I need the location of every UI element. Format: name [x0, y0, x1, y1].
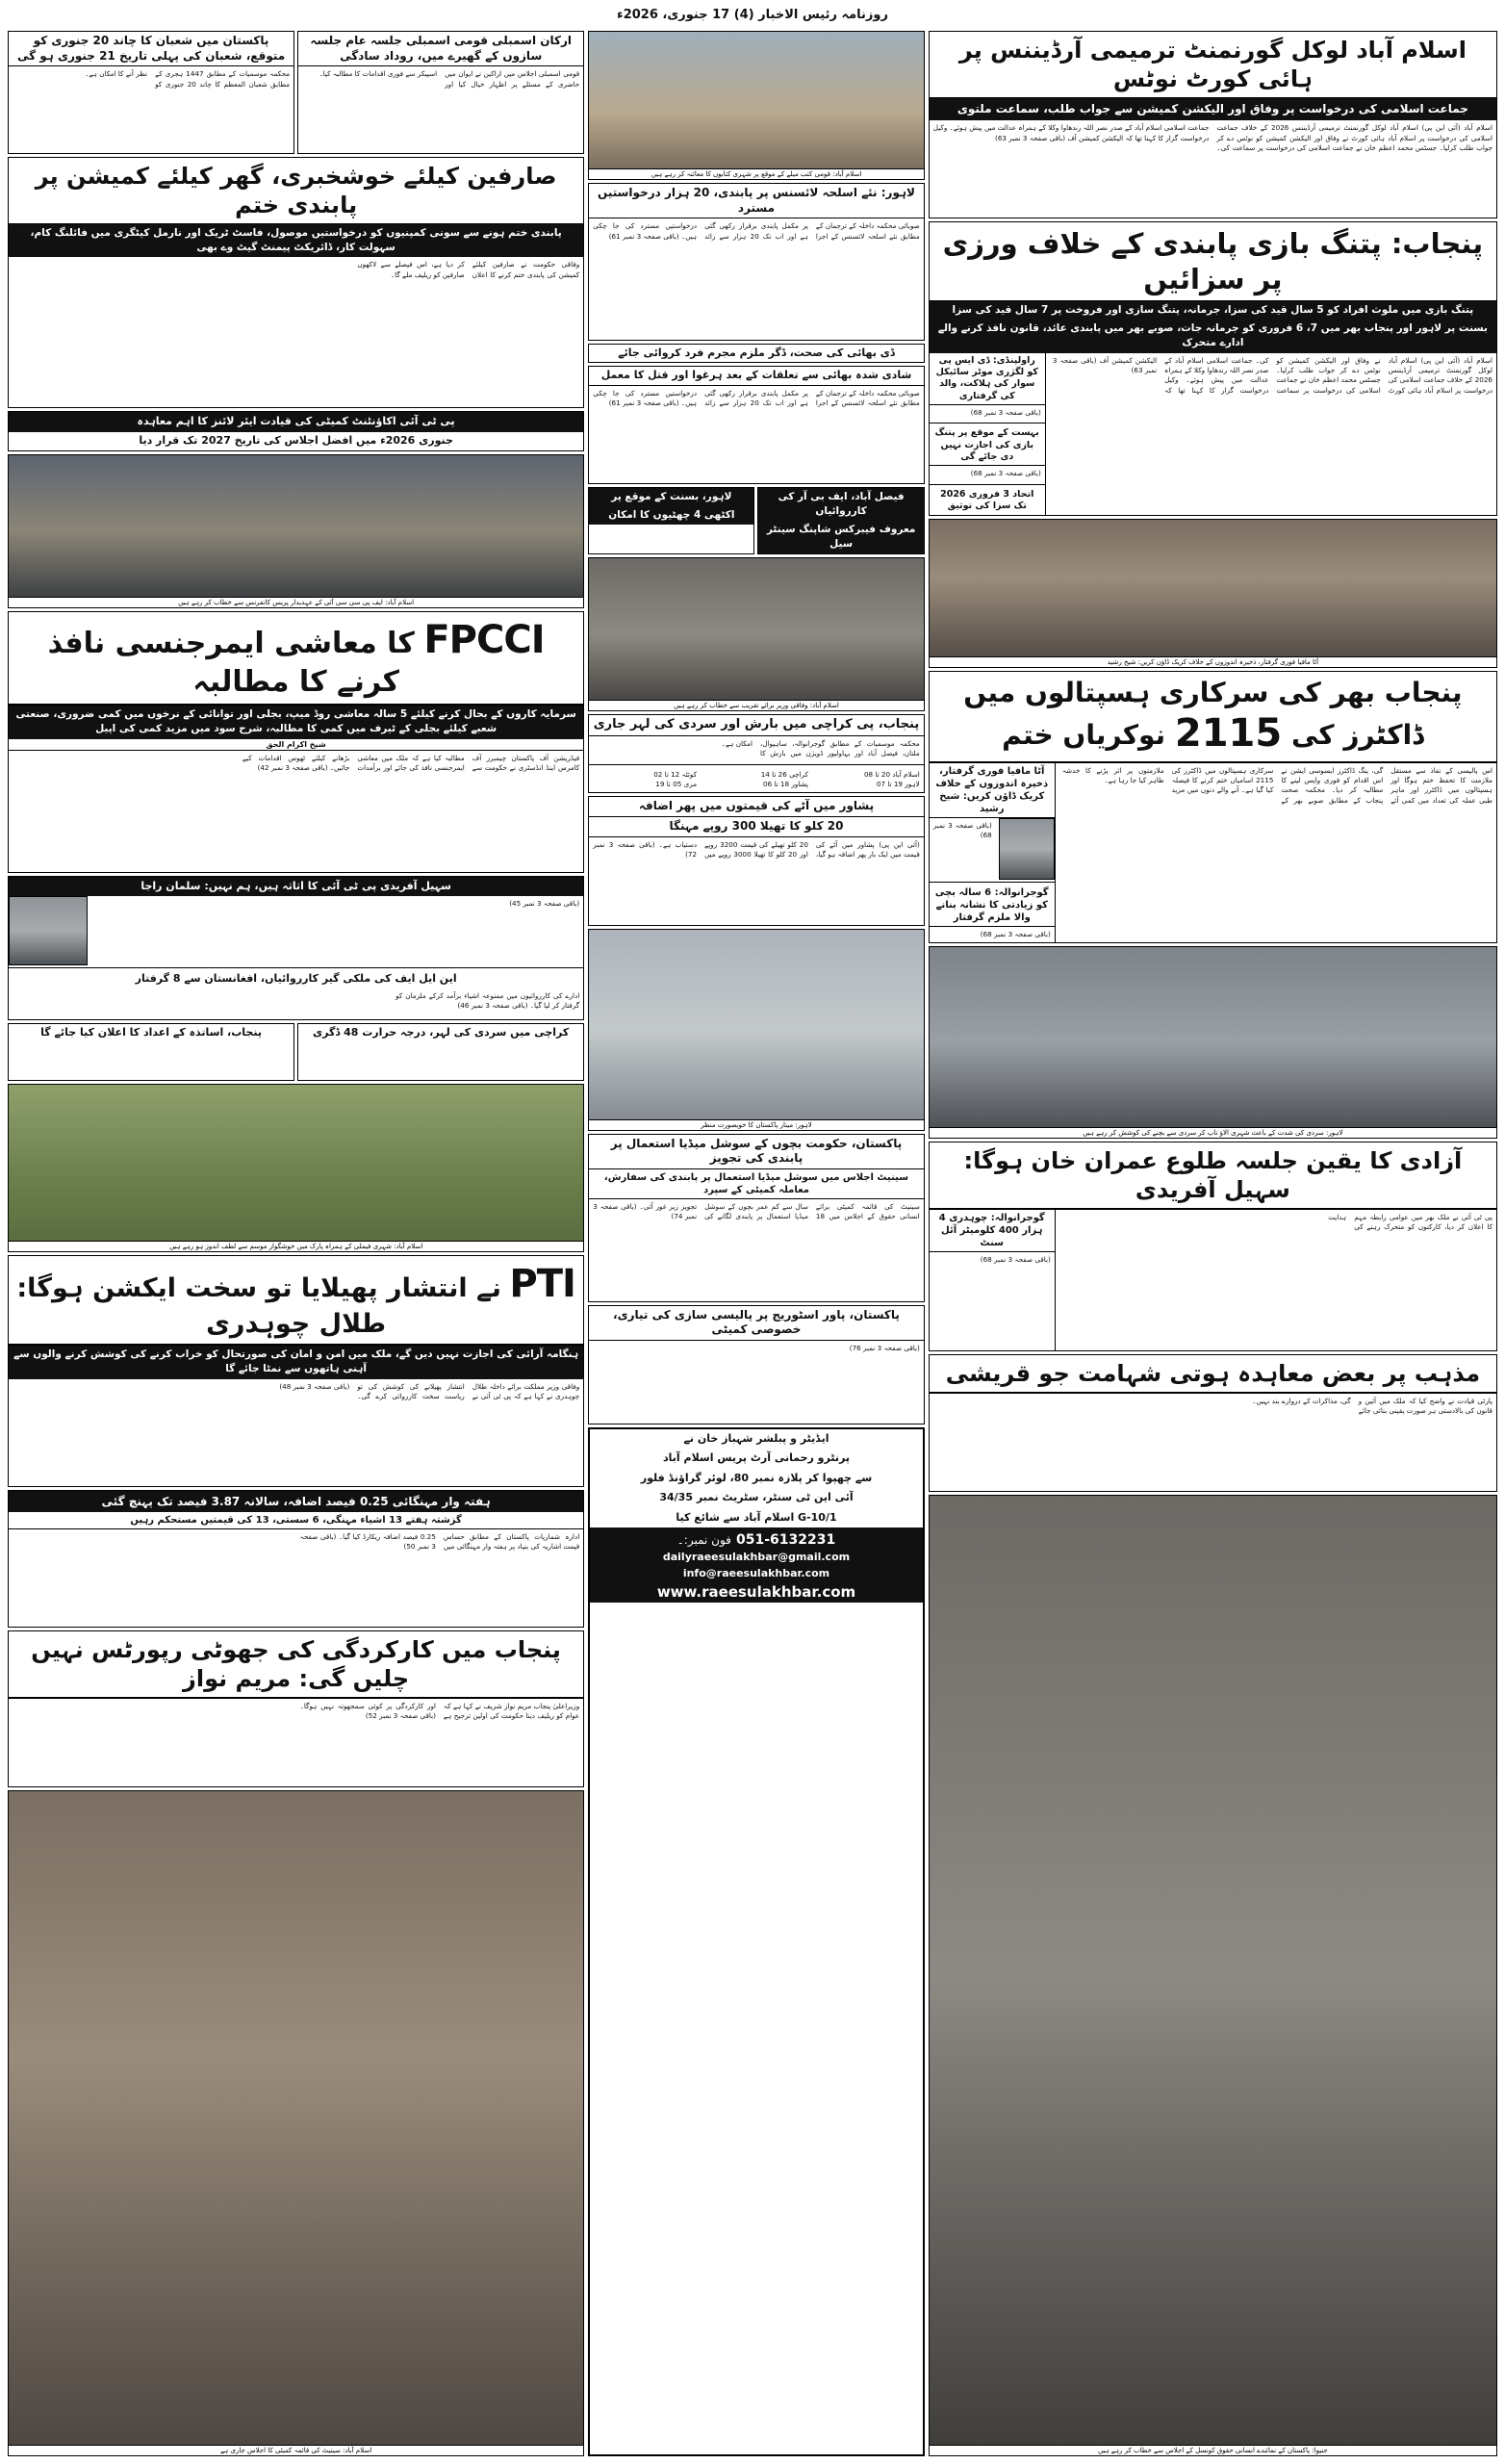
story-arms-license-headline: لاہور: نئے اسلحہ لائسنس پر پابندی، 20 ہزار درخواستیں مسترد [589, 184, 924, 218]
sidebar-hospital-stories [930, 763, 1056, 942]
story-punjab-teachers [8, 1023, 294, 1081]
story-assembly [297, 31, 584, 154]
story-flour-body: (آئی این پی) پشاور میں آٹے کی قیمت میں ایک بار پھر اضافہ ہو گیا، 20 کلو تھیلے کی قیمت 3200 روپے اور 20 کلو کا تھیلا 3000 روپے میں دستیاب ہے۔ (باقی صفحہ 3 نمبر 72) [593, 839, 920, 860]
story-faisalabad-subhead: معروف فیبرکس شاپنگ سینٹر سیل [758, 521, 923, 553]
story-fpcci-headline [9, 612, 583, 706]
story-punjab-headline: پنجاب میں کارکردگی کی جھوٹی رپورٹس نہیں چلیں گی: مریم نواز [9, 1631, 583, 1699]
story-power-storage-body: (باقی صفحہ 3 نمبر 76) [849, 1343, 920, 1352]
story-kite-ban [929, 221, 1497, 515]
story-inflation [8, 1490, 584, 1628]
imprint-address-3: G-10/1 اسلام آباد سے شائع کیا [676, 1510, 837, 1524]
sidebar-story-2-body: (باقی صفحہ 3 نمبر 68) [970, 469, 1041, 478]
story-inflation-headline: ہفتہ وار مہنگائی 0.25 فیصد اضافہ، سالانہ 3.87 فیصد تک پہنچ گئی [9, 1491, 583, 1512]
story-lg-ordinance [929, 31, 1497, 218]
photo-minar-caption: لاہور: مینار پاکستان کا خوبصورت منظر [589, 1119, 924, 1130]
story-weather [588, 714, 925, 794]
story-lg-ordinance-headline: اسلام آباد لوکل گورنمنٹ ترمیمی آرڈیننس پر ہائی کورٹ نوٹس [930, 32, 1496, 98]
right-macro-column [8, 31, 584, 2456]
fpcci-headline-text: کا معاشی ایمرجنسی نافذ کرنے کا مطالبہ [47, 626, 415, 699]
story-karachi-cold [297, 1023, 584, 1081]
story-lg-ordinance-body: اسلام آباد (آئی این پی) اسلام آباد لوکل گورنمنٹ ترمیمی آرڈیننس 2026 کے خلاف جماعت اسلامی کی درخواست پر اسلام آباد ہائی کورٹ نے وفاق اور الیکشن کمیشن کو نوٹس دے کر جواب طلب کرلیا۔ جسٹس محمد اعظم خان نے جماعت اسلامی کی درخواست پر سماعت کی۔ جماعت اسلامی اسلام آباد کے صدر نصر اللہ رندھاوا وکلا کے ہمراہ عدالت میں پیش ہوئے۔ وکیل درخواست گزار کا کہنا تھا کہ الیکشن کمیشن آف (باقی صفحہ 3 نمبر 63) [932, 123, 1492, 153]
sidebar-atta-headline: آٹا مافیا فوری گرفتار، ذخیرہ اندوزوں کے خلاف کریک ڈاؤن کریں: شیخ رشید [930, 763, 1055, 818]
temp-row: لاہور 19 تا 07 [876, 779, 920, 788]
story-hospital-body: اس پالیسی کے نفاذ سے مستقل ملازمت کا تحفظ ختم ہوگا اور ہسپتالوں میں ڈاکٹرز اور ماہر طبی عملہ کی تعداد میں کمی آئے گی، ینگ ڈاکٹرز ایسوسی ایشن نے اس اقدام کو فوری واپس لینے کا مطالبہ کر دیا۔ محکمہ صحت پنجاب کے مطابق صوبے بھر کے سرکاری ہسپتالوں میں ڈاکٹرز کی 2115 اسامیاں ختم کرنے کا فیصلہ کیا گیا ہے۔ آنے والے دنوں میں مزید ملازمتوں پر اثر پڑنے کا خدشہ ظاہر کیا جا رہا ہے۔ [1061, 765, 1492, 805]
photo-committee-meeting [8, 1790, 584, 2456]
story-flour-price [588, 796, 925, 925]
hospital-headline-part-b: نوکریاں ختم [1002, 718, 1166, 751]
photo-group-delegation [929, 519, 1497, 668]
story-punjab-teachers-headline: پنجاب، اساتذہ کے اعداد کا اعلان کیا جائے گا [40, 1025, 262, 1039]
photo-sheikh-rasheed-portrait [999, 818, 1055, 880]
story-lahore-basant-subhead: اکٹھی 4 چھٹیوں کا امکان [589, 506, 753, 525]
photo-park-family [8, 1084, 584, 1252]
story-faisalabad-fbr [757, 487, 924, 554]
temp-row: کوئٹہ 12 تا 02 [653, 769, 698, 779]
imprint-phone-label: فون نمبر:۔ [676, 1533, 731, 1548]
story-assembly-headline: ارکان اسمبلی قومی اسمبلی جلسہ عام جلسہ سازوں کے گھیرے میں، روداد سادگی [298, 32, 583, 66]
story-dbhai-headline: ڈی بھائی کی صحت، ڈگر ملزم مجرم فرد کروائی جائے [618, 346, 895, 360]
temp-row: مری 05 تا 19 [655, 779, 698, 788]
story-power-storage [588, 1305, 925, 1424]
photo-committee-caption: اسلام آباد: سینیٹ کی قائمہ کمیٹی کا اجلاس جاری ہے [9, 2445, 583, 2455]
story-pti-headline [9, 1256, 583, 1347]
imprint-address-1: سے چھپوا کر پلازہ نمبر 80، لوئر گراؤنڈ فلور [640, 1471, 873, 1484]
story-flour-headline: پشاور میں آٹے کی قیمتوں میں پھر اضافہ [589, 797, 924, 817]
imprint-phone-number[interactable]: 051-6132231 [736, 1532, 836, 1549]
story-fpcci-speaker: شیخ اکرام الحق [9, 739, 583, 751]
sidebar-atta-body: (باقی صفحہ 3 نمبر 68) [932, 820, 992, 839]
story-inflation-body: ادارہ شماریات پاکستان کے مطابق حساس قیمت اشاریہ کی بنیاد پر ہفتہ وار مہنگائی میں 0.25 فیصد اضافہ ریکارڈ کیا گیا۔ (باقی صفحہ 3 نمبر 50) [299, 1531, 580, 1552]
imprint-block [588, 1427, 925, 2456]
sidebar-story-1-headline: راولپنڈی: ڈی ایس پی کو لگژری موٹر سائیکل سوار کی ہلاکت، والد کی گرفتاری [930, 353, 1045, 405]
story-lahore-basant-headline: لاہور، بسنت کے موقع پر [589, 488, 753, 506]
story-religion-headline: مذہب پر بعض معاہدہ ہوتی شہامت جو قریشی [930, 1355, 1496, 1394]
story-social-media-headline: پاکستان، حکومت بچوں کے سوشل میڈیا استعمال پر پابندی کی تجویز [589, 1135, 924, 1169]
fpcci-logo-text: FPCCI [423, 617, 545, 662]
temp-row: پشاور 18 تا 06 [763, 779, 808, 788]
story-nlf-headline: این ایل ایف کی ملکی گیر کارروائیاں، افغانستان سے 8 گرفتار [135, 972, 457, 986]
story-kite-ban-headline: پنجاب: پتنگ بازی پابندی کے خلاف ورزی پر سزائیں [930, 222, 1496, 301]
photo-street-bonfire [929, 946, 1497, 1139]
imprint-address-2: آئی این ٹی سنٹر، سٹریٹ نمبر 34/35 [659, 1491, 854, 1504]
story-telecom-subhead: پابندی ختم ہونے سے سونی کمپنیوں کو درخواستیں موصول، فاسٹ ٹریک اور نارمل کیٹگری میں فائلنگ کام، سہولت کار، ڈائریکٹ پیمنٹ گیٹ وے بھی [9, 224, 583, 257]
story-punjab-body: وزیراعلیٰ پنجاب مریم نواز شریف نے کہا ہے کہ عوام کو ریلیف دینا حکومت کی اولین ترجیح ہے اور کارکردگی پر کوئی سمجھوتہ نہیں ہوگا۔ (باقی صفحہ 3 نمبر 52) [299, 1701, 580, 1721]
weather-temperature-table [589, 767, 924, 793]
imprint-email-1[interactable]: dailyraeesulakhbar@gmail.com [590, 1550, 923, 1565]
pti-logo-text: PTI [509, 1261, 575, 1306]
story-weather-headline: پنجاب، پی کراچی میں بارش اور سردی کی لہر جاری [589, 715, 924, 736]
story-social-media-subhead: سینیٹ اجلاس میں سوشل میڈیا استعمال پر پابندی کی سفارش، معاملہ کمیٹی کے سپرد [589, 1169, 924, 1199]
story-pti-subhead: ہنگامہ آرائی کی اجازت نہیں دیں گے، ملک میں امن و امان کی صورتحال کو خراب کرنے کی کوشش کرنے والوں سے آہنی ہاتھوں سے نمٹا جائے گا [9, 1346, 583, 1378]
imprint-press: پرنٹرو رحمانی آرٹ پریس اسلام آباد [663, 1451, 850, 1465]
story-moon [8, 31, 294, 154]
story-fpcci-body: فیڈریشن آف پاکستان چیمبرز آف کامرس اینڈ انڈسٹری نے حکومت سے مطالبہ کیا ہے کہ ملک میں معاشی ایمرجنسی نافذ کی جائے اور برآمدات بڑھانے کیلئے ٹھوس اقدامات کیے جائیں۔ (باقی صفحہ 3 نمبر 42) [242, 753, 580, 772]
story-dbhai [588, 344, 925, 363]
story-sohail-headline: سہیل آفریدی پی ٹی آئی کا اثاثہ ہیں، ہم نہیں: سلمان راجا [9, 877, 583, 897]
sidebar-gujranwala-body: (باقی صفحہ 3 نمبر 68) [980, 929, 1051, 938]
story-pti-accounts [8, 411, 584, 450]
sidebar-story-3-headline: اتحاد 3 فروری 2026 تک سزا کی توثیق [940, 488, 1034, 512]
story-inflation-subhead: گزشتہ ہفتے 13 اشیاء مہنگی، 6 سستی، 13 کی قیمتیں مستحکم رہیں [9, 1512, 583, 1529]
temp-row: کراچی 26 تا 14 [760, 769, 808, 779]
story-power-storage-headline: پاکستان، پاور اسٹوریج پر پالیسی سازی کی تیاری، خصوصی کمیٹی [589, 1306, 924, 1341]
story-pti-accounts-subhead: جنوری 2026ء میں افضل اجلاس کی تاریخ 2027 تک قرار دیا [139, 434, 453, 448]
photo-minar-pakistan [588, 929, 925, 1131]
photo-fpcci-press-conference [8, 454, 584, 608]
story-moon-headline: پاکستان میں شعبان کا چاند 20 جنوری کو متوقع، شعبان کی پہلی تاریخ 21 جنوری ہو گی [9, 32, 293, 66]
sidebar-gujranwala-headline: گوجرانوالہ: 6 سالہ بچی کو زیادتی کا نشانہ بنانے والا ملزم گرفتار [930, 885, 1055, 927]
masthead [8, 6, 1497, 31]
sidebar-freedom-stories [930, 1210, 1056, 1350]
story-social-media [588, 1134, 925, 1302]
story-faisalabad-headline: فیصل آباد، ایف بی آر کی کارروائیاں [758, 488, 923, 521]
story-telecom-headline: صارفین کیلئے خوشخبری، گھر کیلئے کمیشن پر پابندی ختم [9, 158, 583, 224]
photo-group-caption: آٹا مافیا فوری گرفتار، ذخیرہ اندوزوں کے خلاف کریک ڈاؤن کریں: شیخ رشید [930, 656, 1496, 667]
sidebar-story-1-body: (باقی صفحہ 3 نمبر 68) [970, 407, 1041, 417]
imprint-phone-bar [590, 1527, 923, 1550]
story-sohail [8, 876, 584, 1020]
page-body [8, 31, 1497, 2456]
middle-macro-column [588, 31, 925, 2456]
sidebar-story-2-headline: بہست کے موقع پر پتنگ بازی کی اجازت نہیں دی جائے گی [930, 425, 1045, 466]
story-punjab-performance [8, 1630, 584, 1787]
story-religion-accord [929, 1354, 1497, 1492]
imprint-editor: ایڈیٹر و پبلشر شہباز خان نے [683, 1431, 829, 1445]
story-kite-ban-body: اسلام آباد (آئی این پی) اسلام آباد لوکل گورنمنٹ ترمیمی آرڈیننس 2026 کے خلاف جماعت اسلامی کی درخواست پر اسلام آباد ہائی کورٹ نے وفاق اور الیکشن کمیشن کو نوٹس دے کر جواب طلب کرلیا۔ جسٹس محمد اعظم خان نے جماعت اسلامی کی درخواست پر سماعت کی۔ جماعت اسلامی اسلام آباد کے صدر نصر اللہ رندھاوا وکلا کے ہمراہ عدالت میں پیش ہوئے۔ وکیل درخواست گزار کا کہنا تھا کہ الیکشن کمیشن آف (باقی صفحہ 3 نمبر 63) [1052, 355, 1492, 395]
hospital-headline-number: 2115 [1174, 710, 1283, 756]
story-fpcci [8, 611, 584, 873]
photo-minister-caption: اسلام آباد: وفاقی وزیر برائے تقریب سے خطاب کر رہے ہیں [589, 700, 924, 710]
story-arms-license-body: صوبائی محکمہ داخلہ کے ترجمان کے مطابق نئے اسلحہ لائسنس کے اجرا پر مکمل پابندی برقرار رکھی گئی ہے اور اب تک 20 ہزار سے زائد درخواستیں مسترد کی جا چکی ہیں۔ (باقی صفحہ 3 نمبر 61) [593, 221, 920, 241]
story-religion-body: پارٹی قیادت نے واضح کیا کہ ملک میں آئین و قانون کی بالادستی ہر صورت یقینی بنائی جائے گی، مذاکرات کے دروازے بند نہیں۔ [1252, 1396, 1492, 1416]
photo-geneva-session [929, 1495, 1497, 2456]
story-lahore-basant [588, 487, 754, 554]
story-weather-body: محکمہ موسمیات کے مطابق گوجرانوالہ، ساہیوال، ملتان، فیصل آباد اور بہاولپور ڈویژن میں بارش کا امکان ہے۔ [721, 738, 920, 758]
story-pti-body: وفاقی وزیر مملکت برائے داخلہ طلال چوہدری نے کہا ہے کہ پی ٹی آئی نے انتشار پھیلانے کی کوشش کی تو ریاست سخت کارروائی کرے گی۔ (باقی صفحہ 3 نمبر 48) [279, 1381, 580, 1401]
story-freedom-body: پی ٹی آئی نے ملک بھر میں عوامی رابطہ مہم کا اعلان کر دیا، کارکنوں کو متحرک رہنے کی ہدایت [1328, 1212, 1492, 1232]
story-assembly-body: قومی اسمبلی اجلاس میں اراکین نے ایوان میں حاضری کے مسئلے پر اظہار خیال کیا اور اسپیکر سے فوری اقدامات کا مطالبہ کیا۔ [319, 69, 580, 89]
photo-book-fair [588, 31, 925, 180]
imprint-email-2[interactable]: info@raeesulakhbar.com [590, 1566, 923, 1581]
sidebar-gujran2-headline: گوجرانوالہ: چوہدری 4 ہزار 400 کلومیٹر آئل سنٹ [930, 1210, 1055, 1252]
story-lg-ordinance-subhead: جماعت اسلامی کی درخواست پر وفاق اور الیکشن کمیشن سے جواب طلب، سماعت ملتوی [930, 98, 1496, 120]
story-social-media-body: سینیٹ کی قائمہ کمیٹی برائے انسانی حقوق کے اجلاس میں 18 سال سے کم عمر بچوں کے سوشل میڈیا استعمال پر پابندی لگانے کی تجویز زیر غور آئی۔ (باقی صفحہ 3 نمبر 74) [593, 1201, 920, 1221]
story-hospital-headline [930, 672, 1496, 763]
temp-row: اسلام آباد 20 تا 08 [863, 769, 920, 779]
imprint-website[interactable]: www.raeesulakhbar.com [590, 1581, 923, 1603]
left-macro-column [929, 31, 1497, 2456]
story-moon-body: محکمہ موسمیات کے مطابق 1447 ہجری کے مطابق شعبان المعظم کا چاند 20 جنوری کو نظر آنے کا امکان ہے۔ [85, 69, 291, 89]
photo-sohail-portrait [9, 896, 88, 965]
story-shadi-body: صوبائی محکمہ داخلہ کے ترجمان کے مطابق نئے اسلحہ لائسنس کے اجرا پر مکمل پابندی برقرار رکھی گئی ہے اور اب تک 20 ہزار سے زائد درخواستیں مسترد کی جا چکی ہیں۔ (باقی صفحہ 3 نمبر 61) [593, 388, 920, 408]
story-hospital-jobs [929, 671, 1497, 943]
photo-fpcci-caption: اسلام آباد: ایف پی سی سی آئی کے عہدیدار پریس کانفرنس سے خطاب کر رہے ہیں [9, 597, 583, 607]
hospital-headline-part-a: پنجاب بھر کی سرکاری ہسپتالوں میں ڈاکٹرز کی [963, 676, 1463, 751]
photo-geneva-caption: جنیوا: پاکستان کے نمائندے انسانی حقوق کونسل کے اجلاس سے خطاب کر رہے ہیں [930, 2445, 1496, 2455]
story-shadi [588, 366, 925, 483]
story-shadi-headline: شادی شدہ بھائی سے تعلقات کے بعد ہرغوا اور قتل کا معمل [589, 367, 924, 385]
photo-park-caption: اسلام آباد: شہری فیملی کے ہمراہ پارک میں خوشگوار موسم سے لطف اندوز ہو رہے ہیں [9, 1241, 583, 1251]
pti-headline-text: نے انتشار پھیلایا تو سخت ایکشن ہوگا: طلال چوہدری [16, 1272, 501, 1339]
story-fpcci-subhead: سرمایہ کاروں کے بحال کرنے کیلئے 5 سالہ معاشی روڈ میپ، بجلی اور توانائی کے نرخوں میں کمی ضروری، صنعتی شعبے کیلئے بجلی کے ٹیرف میں کمی کا مطالبہ، شرح سود میں مزید کمی کی اپیل [9, 706, 583, 738]
story-nlf-body: ادارے کی کارروائیوں میں ممنوعہ اشیاء برآمد کرکے ملزمان کو گرفتار کر لیا گیا۔ (باقی صفحہ 3 نمبر 46) [395, 990, 580, 1011]
story-freedom-rally [929, 1142, 1497, 1351]
photo-street-caption: لاہور: سردی کی شدت کے باعث شہری الاؤ تاپ کر سردی سے بچنے کی کوشش کر رہے ہیں [930, 1127, 1496, 1138]
sidebar-gujran2-body: (باقی صفحہ 3 نمبر 68) [980, 1254, 1051, 1264]
story-kite-ban-subhead-2: بسنت پر لاہور اور پنجاب بھر میں 7، 6 فروری کو جرمانہ جات، صوبے بھر میں پابندی عائد، قانون نافذ کرنے والے ادارے متحرک [930, 320, 1496, 352]
story-pti-accounts-headline: پی ٹی آئی اکاؤنٹنٹ کمیٹی کی قیادت ایئر لائنز کا اہم معاہدہ [9, 412, 583, 432]
masthead-title: روزنامہ رئیس الاخبار (4) 17 جنوری، 2026ء [617, 8, 888, 22]
story-telecom-body: وفاقی حکومت نے صارفین کیلئے کمیشن کی پابندی ختم کرنے کا اعلان کر دیا ہے، اس فیصلے سے لاکھوں صارفین کو ریلیف ملے گا۔ [357, 260, 580, 279]
story-flour-subhead: 20 کلو کا تھیلا 300 روپے مہنگا [589, 817, 924, 837]
story-kite-ban-subhead: پتنگ بازی میں ملوث افراد کو 5 سال قید کی سزا، جرمانہ، پتنگ سازی اور فروخت پر 7 سال قید کی سزا [930, 301, 1496, 320]
photo-minister-address [588, 557, 925, 711]
photo-book-fair-caption: اسلام آباد: قومی کتب میلے کے موقع پر شہری کتابوں کا معائنہ کر رہے ہیں [589, 168, 924, 179]
story-arms-license [588, 183, 925, 341]
story-freedom-headline: آزادی کا یقین جلسہ طلوع عمران خان ہوگا: سہیل آفریدی [930, 1142, 1496, 1210]
story-telecom [8, 157, 584, 408]
story-sohail-body: (باقی صفحہ 3 نمبر 45) [509, 899, 580, 909]
story-pti-talal [8, 1255, 584, 1487]
story-karachi-headline: کراچی میں سردی کی لہر، درجہ حرارت 48 ڈگری [313, 1025, 570, 1039]
sidebar-kite-stories [930, 353, 1046, 515]
